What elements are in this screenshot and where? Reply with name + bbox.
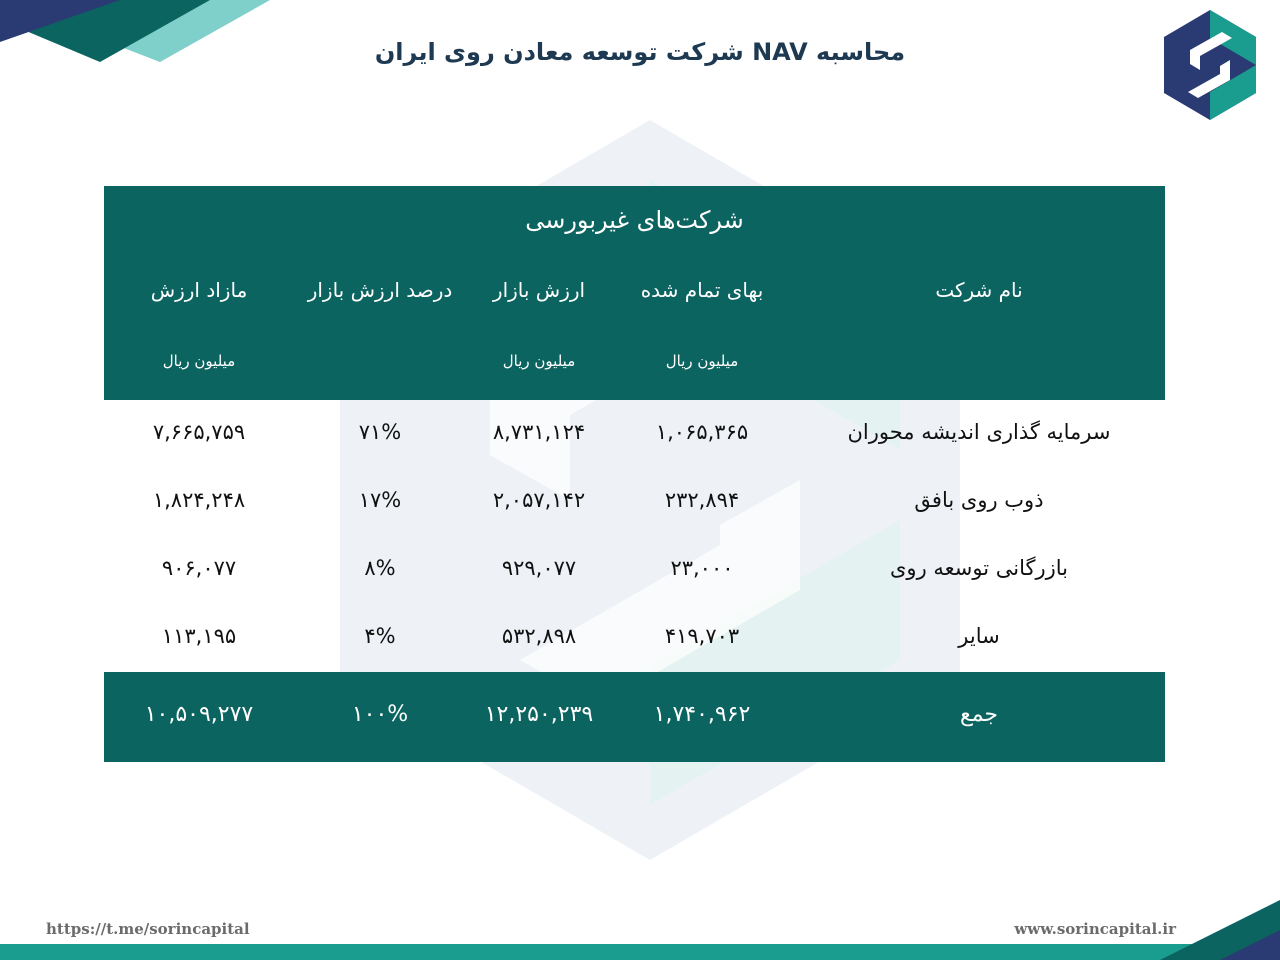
cell-market-value: ۸,۷۳۱,۱۲۴	[492, 420, 586, 444]
telegram-link[interactable]: https://t.me/sorincapital	[46, 920, 250, 938]
cell-surplus-value: ۱۱۳,۱۹۵	[161, 624, 237, 648]
corner-decoration-top-left	[0, 0, 300, 70]
cell-market-value: ۲,۰۵۷,۱۴۲	[492, 488, 586, 512]
header-market-value: ارزش بازار	[492, 278, 586, 302]
table-row	[104, 536, 1165, 604]
table-row	[104, 604, 1165, 672]
unit-cost: میلیون ریال	[665, 352, 739, 370]
unit-market: میلیون ریال	[502, 352, 576, 370]
bottom-band-decoration	[0, 944, 1280, 960]
total-cost: ۱,۷۴۰,۹۶۲	[653, 702, 751, 727]
cell-market-value: ۹۲۹,۰۷۷	[501, 556, 577, 580]
cell-cost: ۲۳۲,۸۹۴	[664, 488, 740, 512]
header-market-percent: درصد ارزش بازار	[307, 278, 453, 302]
cell-company-name: بازرگانی توسعه روی	[889, 556, 1069, 580]
cell-market-percent: ۴%	[364, 624, 396, 648]
cell-company-name: ذوب روی بافق	[914, 488, 1044, 512]
cell-surplus-value: ۱,۸۲۴,۲۴۸	[152, 488, 246, 512]
cell-market-value: ۵۳۲,۸۹۸	[501, 624, 577, 648]
cell-market-percent: ۱۷%	[358, 488, 402, 512]
header-company-name: نام شرکت	[935, 278, 1023, 302]
total-label: جمع	[959, 702, 999, 727]
cell-market-percent: ۸%	[364, 556, 396, 580]
header-cost: بهای تمام شده	[640, 278, 764, 302]
cell-company-name: سرمایه گذاری اندیشه محوران	[847, 420, 1111, 444]
total-market-value: ۱۲,۲۵۰,۲۳۹	[484, 702, 594, 727]
cell-company-name: سایر	[958, 624, 1000, 648]
nav-table	[104, 186, 1165, 762]
cell-cost: ۱,۰۶۵,۳۶۵	[655, 420, 749, 444]
website-link[interactable]: www.sorincapital.ir	[1014, 920, 1176, 938]
group-title: شرکت‌های غیربورسی	[525, 206, 744, 234]
page-title: محاسبه NAV شرکت توسعه معادن روی ایران	[374, 38, 906, 66]
cell-cost: ۴۱۹,۷۰۳	[664, 624, 740, 648]
company-logo	[1160, 10, 1260, 120]
cell-surplus-value: ۷,۶۶۵,۷۵۹	[152, 420, 246, 444]
total-surplus-value: ۱۰,۵۰۹,۲۷۷	[144, 702, 254, 727]
total-market-percent: ۱۰۰%	[351, 702, 409, 727]
table-row	[104, 400, 1165, 468]
table-total-row	[104, 672, 1165, 762]
cell-surplus-value: ۹۰۶,۰۷۷	[161, 556, 237, 580]
header-surplus-value: مازاد ارزش	[150, 278, 248, 302]
unit-surplus: میلیون ریال	[162, 352, 236, 370]
table-header	[104, 186, 1165, 400]
table-row	[104, 468, 1165, 536]
cell-cost: ۲۳,۰۰۰	[670, 556, 734, 580]
cell-market-percent: ۷۱%	[358, 420, 402, 444]
table-body	[104, 400, 1165, 672]
